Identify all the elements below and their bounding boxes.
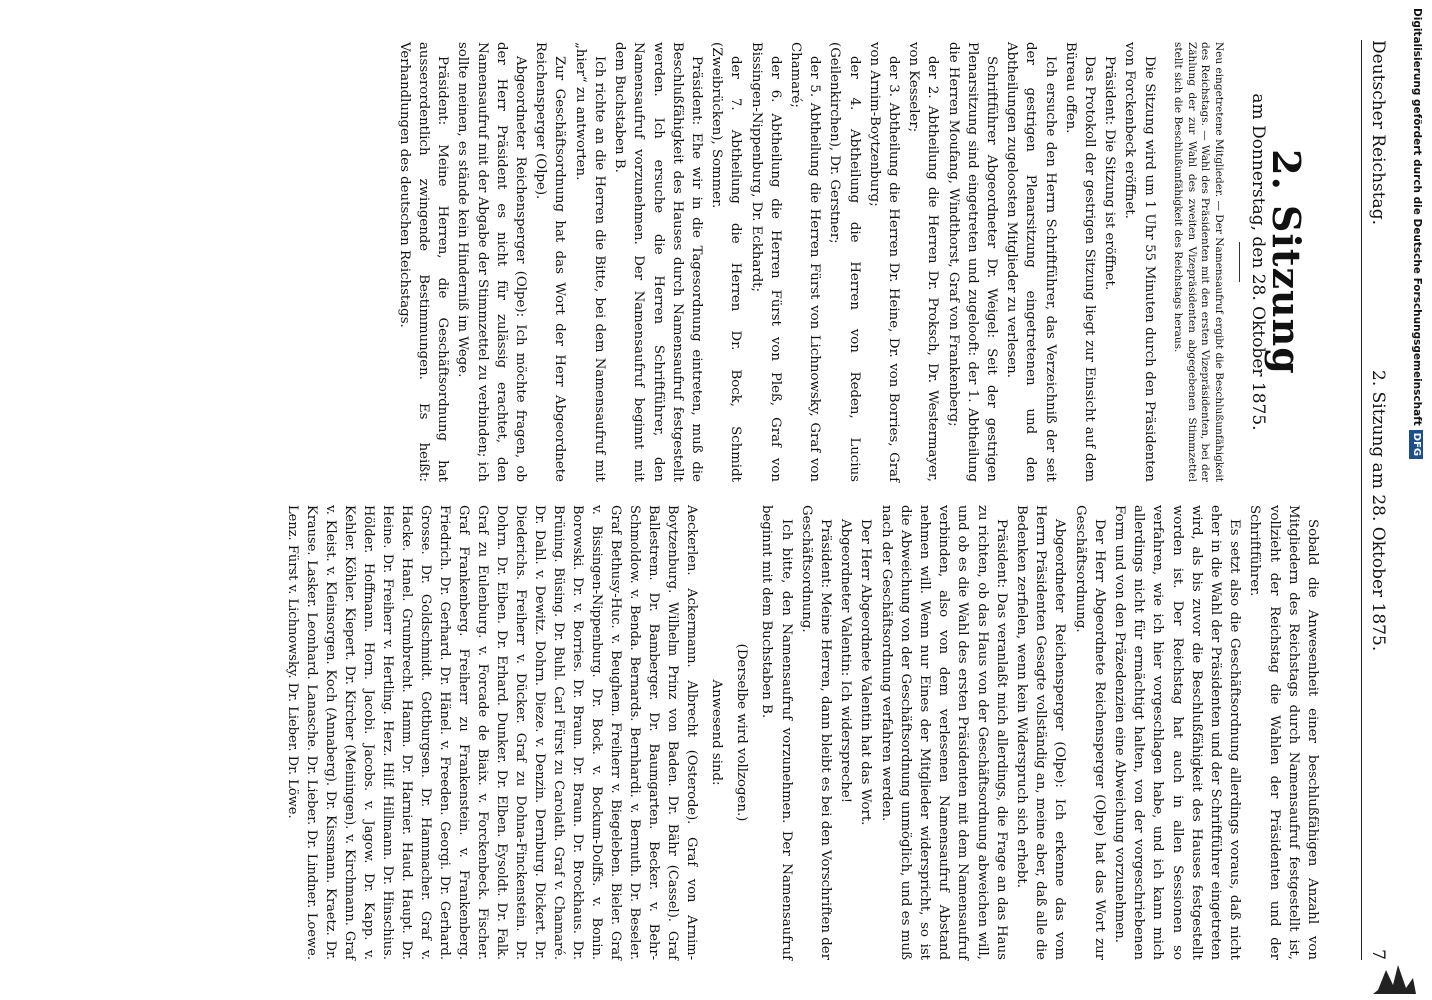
paragraph: Präsident: Meine Herren, die Geschäftsordnung hat ausserordentlich zwingende Bestimmungen. Es heißt: Verhandlungen des deutschen Reichstags. — [396, 42, 451, 482]
paragraph: Sobald die Anwesenheit einer beschlußfähigen Anzahl von Mitgliedern des Reichstags durch Namensaufruf festgestellt ist, vollzieht der Reichstag die Wahlen der Präsidenten und der Schriftführer. — [1247, 505, 1320, 960]
paragraph: Präsident: Meine Herren, dann bleibt es bei den Vorschriften der Geschäftsordnung. — [798, 505, 833, 960]
digitization-credit-text: Digitalisierung gefördert durch die Deutsche Forschungsgemeinschaft — [1411, 8, 1423, 426]
header-page-number: 7 — [1368, 949, 1388, 960]
paragraph: Präsident: Die Sitzung ist eröffnet. — [1102, 56, 1118, 291]
paragraph: Präsident: Ehe wir in die Tagesordnung eintreten, muß die Beschlußfähigkeit des Hauses durch Namensaufruf festgestellt werden. Ich ersuche die Herren Schriftführer, den Namensaufruf vorzunehmen. Der Namensaufruf beginnt mit dem Buchstaben B. — [612, 42, 704, 482]
right-column — [282, 505, 1322, 960]
paragraph: Der Herr Abgeordnete Reichensperger (Olpe) hat das Wort zur Geschäftsordnung. — [1072, 505, 1107, 960]
paragraph: Abgeordneter Reichensperger (Olpe): Ich erkenne das vom Herrn Präsidenten Gesagte vollständig an, meine aber, daß alle die Bedenken zerfielen, wenn kein Widerspruch sich erhebt. — [1013, 505, 1068, 960]
paragraph: der 3. Abtheilung die Herren Dr. Heine, Dr. von Borries, Graf von Arnim-Boytzenburg; — [866, 42, 901, 482]
session-title: 2. Sitzung — [1264, 149, 1309, 375]
digitization-credit — [1402, 8, 1432, 993]
paragraph: Abgeordneter Reichensperger (Olpe): Ich möchte fragen, ob der Herr Präsident es nicht für zulässig erachtet, den Namensaufruf mit der Abgabe der Stimmzettel zu verbinden; ich sollte meinen, es stände kein Hinderniß im Wege. — [455, 42, 529, 482]
dfg-logo: DFG — [1409, 430, 1423, 459]
table-of-contents: Neu eingetretene Mitglieder. — Der Namensaufruf ergibt die Beschlußunfähigkeit des Reichstags. — Wahl des Präsidenten mit den ersten Vizepräsidenten, bei der Zählung der zur Wahl des zweiten Vizepräsidenten abgegebenen Stimmzettel stellt sich die Beschlußunfähigkeit des Reichstags heraus. — [1172, 42, 1225, 482]
left-column — [394, 42, 1322, 482]
present-members-list: Aeckerlen. Ackermann. Albrecht (Osterode). Graf von Arnim-Boytzenburg. Wilhelm Prinz von Baden. Dr. Bähr (Cassel). Graf Ballestrem. Dr. Bamberger. Dr. Baumgarten. Becker. v. Behr-Schmoldow. v. Benda. Bernards. Bernhardi. v. Bernuth. Dr. Beseler. Graf Bethusy-Huc. v. Beughem. Freiherr v. Biegeleben. Bieler. Graf v. Bissingen-Nippenburg. Dr. Bock. v. Bockum-Dolffs. v. Bonin. Borowski. Dr. v. Borries. Dr. Braun. Dr. Braun. Dr. Brockhaus. Dr. Brüning. Büsing. Dr. Buhl. Carl Fürst zu Carolath. Graf v. Chamaré. Dr. Dahl. v. Dewitz. Dohrn. Dieze. v. Denzin. Dernburg. Dickert. Dr. Diederichs. Freiherr v. Dücker. Graf zu Dohna-Finckenstein. Dr. Dohrn. Dr. Eiben. Dr. Erhard. Dunker. Dr. Elben. Eysoldt. Dr. Falk. Graf zu Eulenburg. v. Forcade de Biaix. v. Forckenbeck. Fischer. Graf Frankenberg. Freiherr zu Frankenstein. v. Frankenberg. Friedrich. Dr. Gerhard. Dr. Hänel. v. Freeden. Georgi. Dr. Gerhard. Grosse. Dr. Goldschmidt. Gottburgsen. Dr. Hammacher. Graf v. Hacke. Hanel. Grumbrecht. Hamm. Dr. Harnier. Haud. Haupt. Dr. Heine. Dr. Freiherr v. Hertling. Herz. Hilf. Hillmann. Dr. Hinschius. Hölder. Hoffmann. Horn. Jacobi. Jacobs. v. Jagow. Dr. Kapp. v. Kehler. Köhler. Kiepert. Dr. Kircher (Meiningen). v. Kirchmann. Graf v. Kleist. v. Kleinsorgen. Koch (Annaberg). Dr. Kissmann. Kraetz. Dr. Krause. Lasker. Leonhard. Lanasche. Dr. Lieber. Dr. Lindner. Loewe. Lenz. Fürst v. Lichnowsky. Dr. Lieber. Dr. Löwe. — [284, 505, 699, 960]
paragraph: Das Protokoll der gestrigen Sitzung liegt zur Einsicht auf dem Büreau offen. — [1062, 42, 1097, 482]
paragraph: der 2. Abtheilung die Herren Dr. Proksch, Dr. Westermayer, von Kesseler; — [906, 42, 941, 482]
paragraph: Die Sitzung wird um 1 Uhr 55 Minuten durch den Präsidenten von Forckenbeck eröffnet. — [1122, 42, 1157, 482]
title-divider — [1239, 242, 1240, 282]
stage-direction: (Derselbe wird vollzogen.) — [734, 643, 750, 822]
scan-smudge — [1368, 950, 1418, 995]
paragraph: Präsident: Das veranlaßt mich allerdings, die Frage an das Haus zu richten, ob das Haus von der Geschäftsordnung abweichen will, und ob es die Wahl des ersten Präsidenten mit dem Namensaufruf verbinden, also von dem verlesenen Namensaufruf Abstand nehmen will. Wenn nur Eines der Mitglieder widerspricht, so ist die Abweichung von der Geschäftsordnung unmöglich, und es muß nach der Geschäftsordnung verfahren werden. — [878, 505, 1009, 960]
paragraph: der 6. Abtheilung die Herren Fürst von Pleß, Graf von Bissingen-Nippenburg, Dr. Eckhardt; — [748, 42, 783, 482]
running-header — [1361, 40, 1392, 960]
paragraph: Abgeordneter Valentin: Ich widerspreche! — [838, 519, 854, 804]
paragraph: Ich ersuche den Herrn Schriftführer, das Verzeichniß der seit der gestrigen Plenarsitzung eingetretenen und den Abtheilungen zugeloosten Mitglieder zu verlesen. — [1004, 42, 1058, 482]
session-date: am Donnerstag, den 28. Oktober 1875. — [1247, 93, 1268, 431]
paragraph: Schriftführer Abgeordneter Dr. Weigel: Seit der gestrigen Plenarsitzung sind eingetreten und zugelooft: der 1. Abtheilung die Herren Moufang, Windthorst, Graf von Frankenberg; — [945, 42, 999, 482]
header-publication: Deutscher Reichstag. — [1368, 40, 1388, 225]
paragraph: der 5. Abtheilung die Herren Fürst von Lichnowsky, Graf von Chamaré; — [787, 42, 823, 482]
header-session: 2. Sitzung am 28. Oktober 1875. — [1368, 370, 1388, 652]
paragraph: Es setzt also die Geschäftsordnung allerdings voraus, daß nicht eher in die Wahl der Präsidenten und der Schriftführer eingetreten wird, als bis zuvor die Beschlußfähigkeit des Hauses festgestellt worden ist. Der Reichstag hat auch in allen Sessionen so verfahren, wie ich hier vorgeschlagen habe, und ich kann mich allerdings nicht für ermächtigt halten, von der vorgeschriebenen Form und von den Präzedenzien eine Abweichung vorzunehmen. — [1111, 505, 1243, 960]
paragraph: Zur Geschäftsordnung hat das Wort der Herr Abgeordnete Reichensperger (Olpe). — [533, 42, 568, 482]
paragraph: der 4. Abtheilung die Herren von Reden, Lucius (Geilenkirchen), Dr. Gerstner; — [827, 42, 862, 482]
present-heading: Anwesend sind: — [708, 679, 724, 786]
paragraph: Ich bitte, den Namensaufruf vorzunehmen. Der Namensaufruf beginnt mit dem Buchstaben B. — [759, 505, 794, 960]
paragraph: der 7. Abtheilung die Herren Dr. Bock, Schmidt (Zweibrücken), Sommer. — [709, 42, 744, 482]
paragraph: Ich richte an die Herren die Bitte, bei dem Namensaufruf mit „hier“ zu antworten. — [572, 42, 607, 482]
paragraph: Der Herr Abgeordnete Valentin hat das Wort. — [858, 519, 874, 826]
